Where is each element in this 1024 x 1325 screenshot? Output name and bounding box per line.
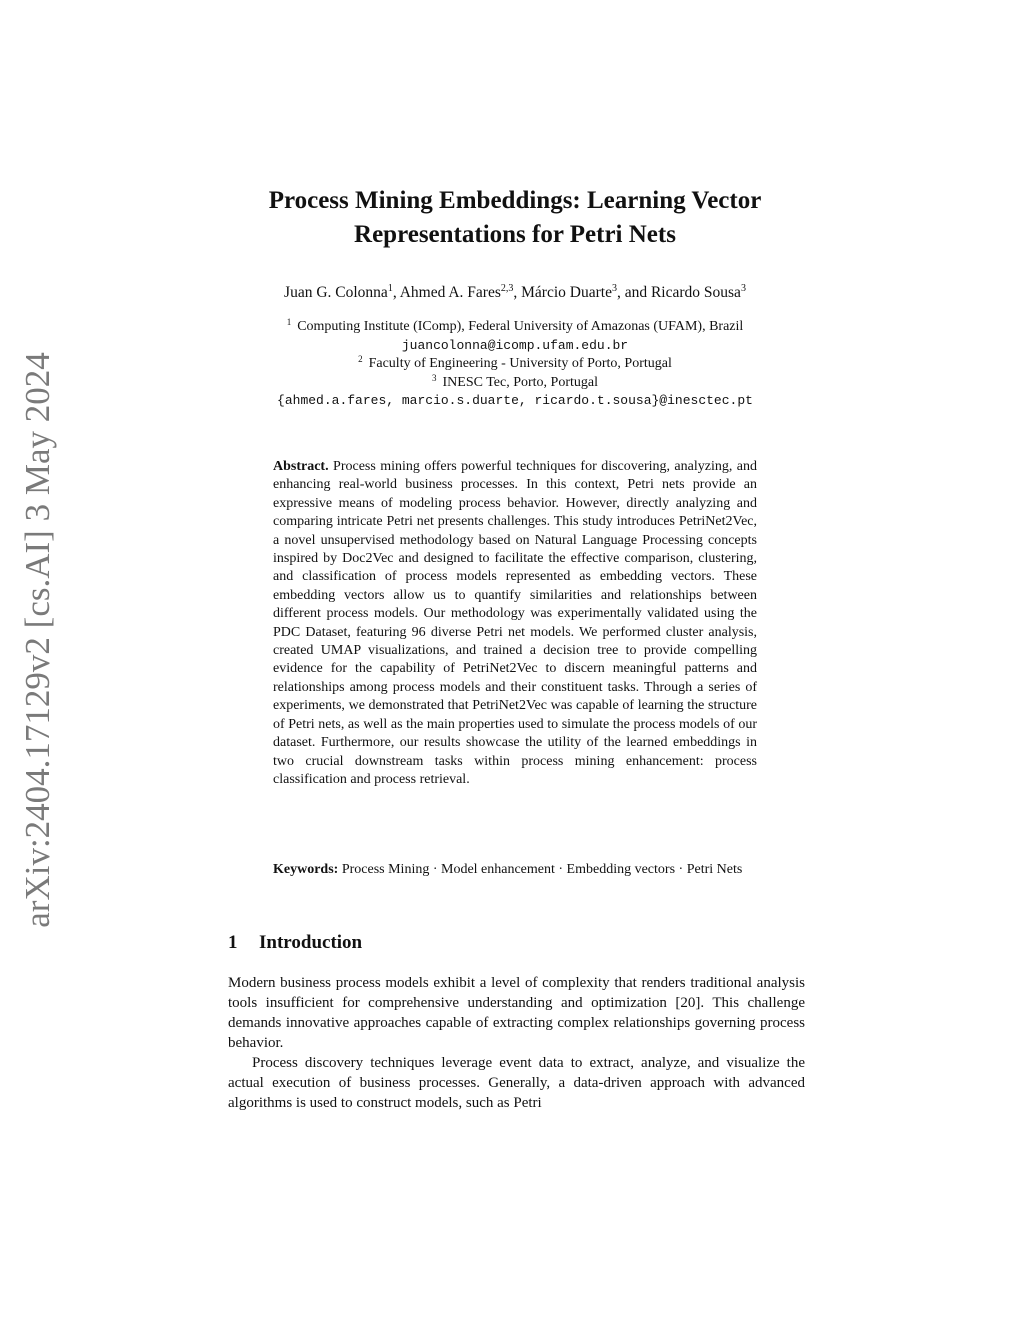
author: Márcio Duarte$^3$, and bbox=[521, 283, 651, 301]
author-affil-mark: 3 bbox=[611, 283, 617, 294]
affiliation-3: $^3$ INESC Tec, Porto, Portugal bbox=[432, 372, 598, 390]
author-affil-mark: 2,3 bbox=[500, 283, 514, 294]
author-affil-mark: 1 bbox=[387, 283, 393, 294]
introduction-body bbox=[228, 973, 805, 1113]
keywords bbox=[273, 861, 757, 879]
title-line-2: Representations for Petri Nets bbox=[354, 221, 676, 248]
affiliation-1: $^1$ Computing Institute (IComp), Federal University of Amazonas (UFAM), Brazil bbox=[286, 317, 744, 334]
author: Ricardo Sousa$^3$ bbox=[650, 283, 746, 301]
section-title: Introduction bbox=[259, 932, 363, 953]
section-heading bbox=[228, 931, 362, 955]
title-line-1: Process Mining Embeddings: Learning Vector bbox=[268, 187, 762, 214]
paper-title bbox=[200, 184, 830, 252]
keywords-label: Keywords: bbox=[273, 862, 339, 877]
abstract bbox=[273, 458, 757, 789]
affiliation-2: $^2$ Faculty of Engineering - University of Porto, Portugal bbox=[358, 354, 672, 372]
email-2: {ahmed.a.fares, marcio.s.duarte, ricardo.t.sousa}@inesctec.pt bbox=[277, 393, 753, 409]
arxiv-identifier: arXiv:2404.17129v2 [cs.AI] 3 May 2024 bbox=[18, 352, 57, 928]
author-list bbox=[180, 282, 850, 304]
paragraph: Process discovery techniques leverage event data to extract, analyze, and visualize the actual execution of business processes. Generally, a data-driven approach with advanced algorithms is used to construct models, such as Petri bbox=[228, 1055, 805, 1111]
author: Juan G. Colonna$^1$, bbox=[284, 283, 400, 301]
section-number: 1 bbox=[228, 932, 238, 953]
keywords-text: Process Mining · Model enhancement · Embedding vectors · Petri Nets bbox=[341, 862, 743, 877]
email-1: juancolonna@icomp.ufam.edu.br bbox=[401, 337, 629, 353]
author-affil-mark: 3 bbox=[740, 283, 746, 294]
abstract-label: Abstract. bbox=[273, 459, 329, 474]
author: Ahmed A. Fares$^{2,3}$, bbox=[399, 283, 522, 301]
affiliations bbox=[180, 318, 850, 411]
paragraph: Modern business process models exhibit a level of complexity that renders traditional analysis tools insufficient for comprehensive understanding and optimization [20]. This challenge demands innovative approaches capable of extracting complex relationships governing process behavior. bbox=[228, 975, 805, 1051]
abstract-text: Process mining offers powerful techniques for discovering, analyzing, and enhancing real-world business processes. In this context, Petri nets provide an expressive means of modeling process behavior. However, directly analyzing and comparing intricate Petri net presents challenges. This study introduces PetriNet2Vec, a novel unsupervised methodology based on Natural Language Processing concepts inspired by Doc2Vec and designed to facilitate the effective comparison, clustering, and classification of process models represented as embedding vectors. These embedding vectors allow us to quantify similarities and relationships between different process models. Our methodology was experimentally validated using the PDC Dataset, featuring 96 diverse Petri net models. We performed cluster analysis, created UMAP visualizations, and trained a decision tree to provide compelling evidence for the capability of PetriNet2Vec to discern meaningful patterns and relationships among process models and their constituent tasks. Through a series of experiments, we demonstrated that PetriNet2Vec was capable of learning the structure of Petri nets, as well as the main properties used to simulate the process models of our dataset. Furthermore, our results showcase the utility of the learned embeddings in two crucial downstream tasks within process mining enhancement: process classification and process retrieval. bbox=[273, 459, 757, 787]
